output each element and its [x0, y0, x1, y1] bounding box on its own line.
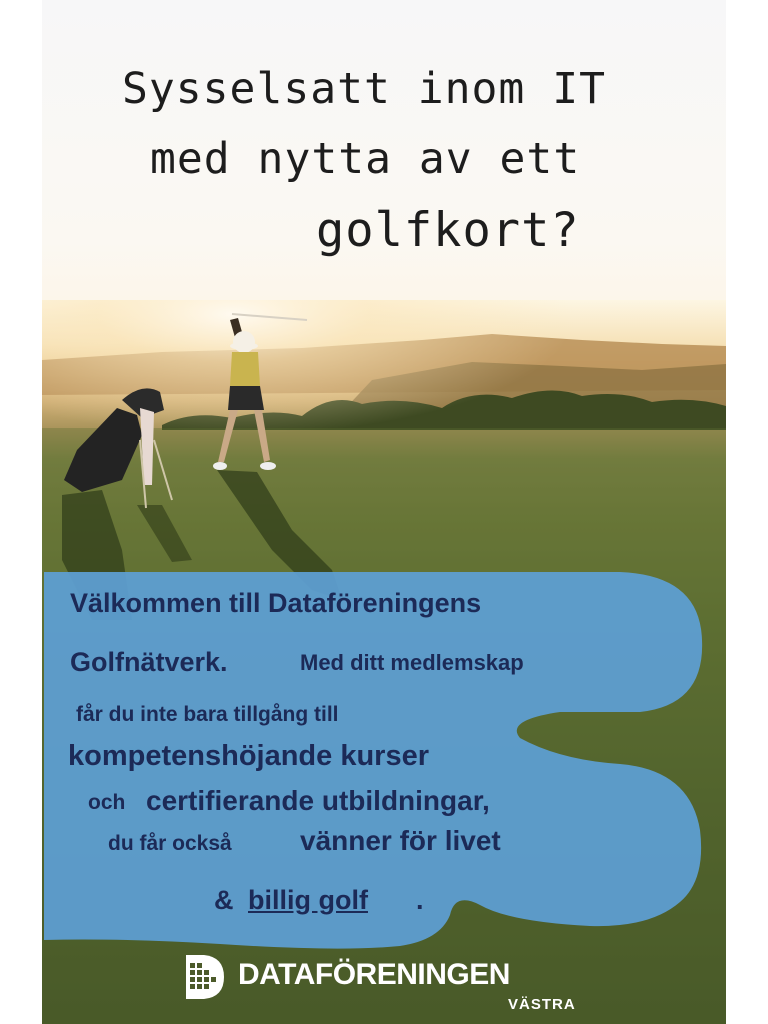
billig-golf-link[interactable]: billig golf — [248, 885, 368, 915]
logo-wordmark: DATAFÖRENINGEN — [238, 958, 510, 991]
dataforeningen-logo-icon — [182, 951, 228, 1003]
headline-line-2: med nytta av ett — [150, 134, 581, 184]
welcome-line-6-friends: vänner för livet — [300, 825, 501, 856]
welcome-line-5-och: och — [88, 791, 126, 814]
welcome-line-7-period: . — [416, 885, 424, 915]
welcome-line-6-also: du får också — [108, 832, 232, 855]
welcome-line-3: får du inte bara tillgång till — [76, 703, 339, 726]
welcome-line-1: Välkommen till Dataföreningens — [70, 588, 482, 618]
welcome-line-2-network: Golfnätverk. — [70, 647, 228, 677]
headline-line-1: Sysselsatt inom IT — [122, 64, 606, 114]
headline-line-3: golfkort? — [316, 203, 580, 258]
welcome-line-2-membership: Med ditt medlemskap — [300, 650, 524, 675]
welcome-line-5-courses: certifierande utbildningar, — [146, 785, 490, 816]
welcome-line-4: kompetenshöjande kurser — [68, 740, 429, 772]
welcome-line-7-ampersand: & — [214, 885, 234, 915]
logo-region: VÄSTRA — [508, 996, 576, 1013]
